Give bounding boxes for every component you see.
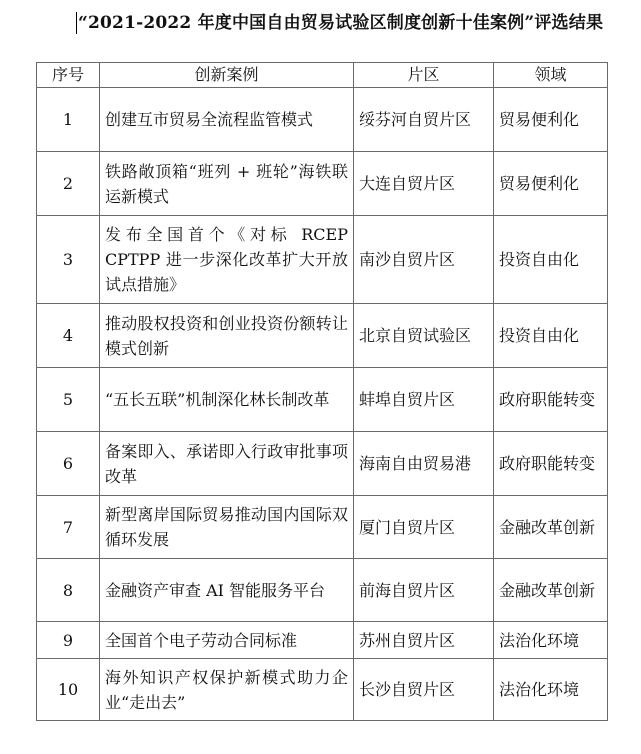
- row-zone: 前海自贸片区: [354, 559, 494, 622]
- row-case: 新型离岸国际贸易推动国内国际双循环发展: [100, 496, 354, 559]
- row-field: 投资自由化: [494, 216, 608, 304]
- text-cursor: [76, 12, 77, 34]
- row-index: 3: [37, 216, 100, 304]
- table-row: [37, 368, 608, 432]
- row-zone: 南沙自贸片区: [354, 216, 494, 304]
- row-case: “五长五联”机制深化林长制改革: [100, 368, 354, 432]
- row-field: 贸易便利化: [494, 88, 608, 152]
- row-zone: 长沙自贸片区: [354, 659, 494, 721]
- row-field: 金融改革创新: [494, 496, 608, 559]
- row-index: 4: [37, 304, 100, 368]
- row-zone: 海南自由贸易港: [354, 432, 494, 496]
- row-index: 6: [37, 432, 100, 496]
- row-index: 5: [37, 368, 100, 432]
- table-row: [37, 559, 608, 622]
- row-case: 全国首个电子劳动合同标准: [100, 622, 354, 659]
- header-index: 序号: [37, 63, 100, 88]
- header-case: 创新案例: [100, 63, 354, 88]
- document-title: “2021-2022 年度中国自由贸易试验区制度创新十佳案例”评选结果: [78, 13, 604, 33]
- row-field: 法治化环境: [494, 659, 608, 721]
- table-row: [37, 432, 608, 496]
- row-case: 备案即入、承诺即入行政审批事项改革: [100, 432, 354, 496]
- row-index: 7: [37, 496, 100, 559]
- table-row: [37, 88, 608, 152]
- results-table: [36, 62, 608, 721]
- header-field: 领域: [494, 63, 608, 88]
- row-zone: 厦门自贸片区: [354, 496, 494, 559]
- row-case: 铁路敞顶箱“班列 + 班轮”海铁联运新模式: [100, 152, 354, 216]
- row-index: 9: [37, 622, 100, 659]
- row-case: 创建互市贸易全流程监管模式: [100, 88, 354, 152]
- table-row: [37, 622, 608, 659]
- row-zone: 苏州自贸片区: [354, 622, 494, 659]
- row-zone: 大连自贸片区: [354, 152, 494, 216]
- row-case: 金融资产审查 AI 智能服务平台: [100, 559, 354, 622]
- row-case: 推动股权投资和创业投资份额转让模式创新: [100, 304, 354, 368]
- row-field: 金融改革创新: [494, 559, 608, 622]
- row-index: 8: [37, 559, 100, 622]
- table-row: [37, 216, 608, 304]
- row-case: 发布全国首个《对标 RCEP CPTPP 进一步深化改革扩大开放试点措施》: [100, 216, 354, 304]
- row-field: 贸易便利化: [494, 152, 608, 216]
- row-case: 海外知识产权保护新模式助力企业“走出去”: [100, 659, 354, 721]
- table-header-row: [37, 63, 608, 88]
- row-index: 2: [37, 152, 100, 216]
- table-row: [37, 152, 608, 216]
- row-zone: 北京自贸试验区: [354, 304, 494, 368]
- row-field: 政府职能转变: [494, 368, 608, 432]
- row-index: 10: [37, 659, 100, 721]
- row-field: 投资自由化: [494, 304, 608, 368]
- table-row: [37, 659, 608, 721]
- row-field: 政府职能转变: [494, 432, 608, 496]
- table-row: [37, 304, 608, 368]
- header-zone: 片区: [354, 63, 494, 88]
- table-row: [37, 496, 608, 559]
- row-index: 1: [37, 88, 100, 152]
- row-zone: 蚌埠自贸片区: [354, 368, 494, 432]
- row-field: 法治化环境: [494, 622, 608, 659]
- row-zone: 绥芬河自贸片区: [354, 88, 494, 152]
